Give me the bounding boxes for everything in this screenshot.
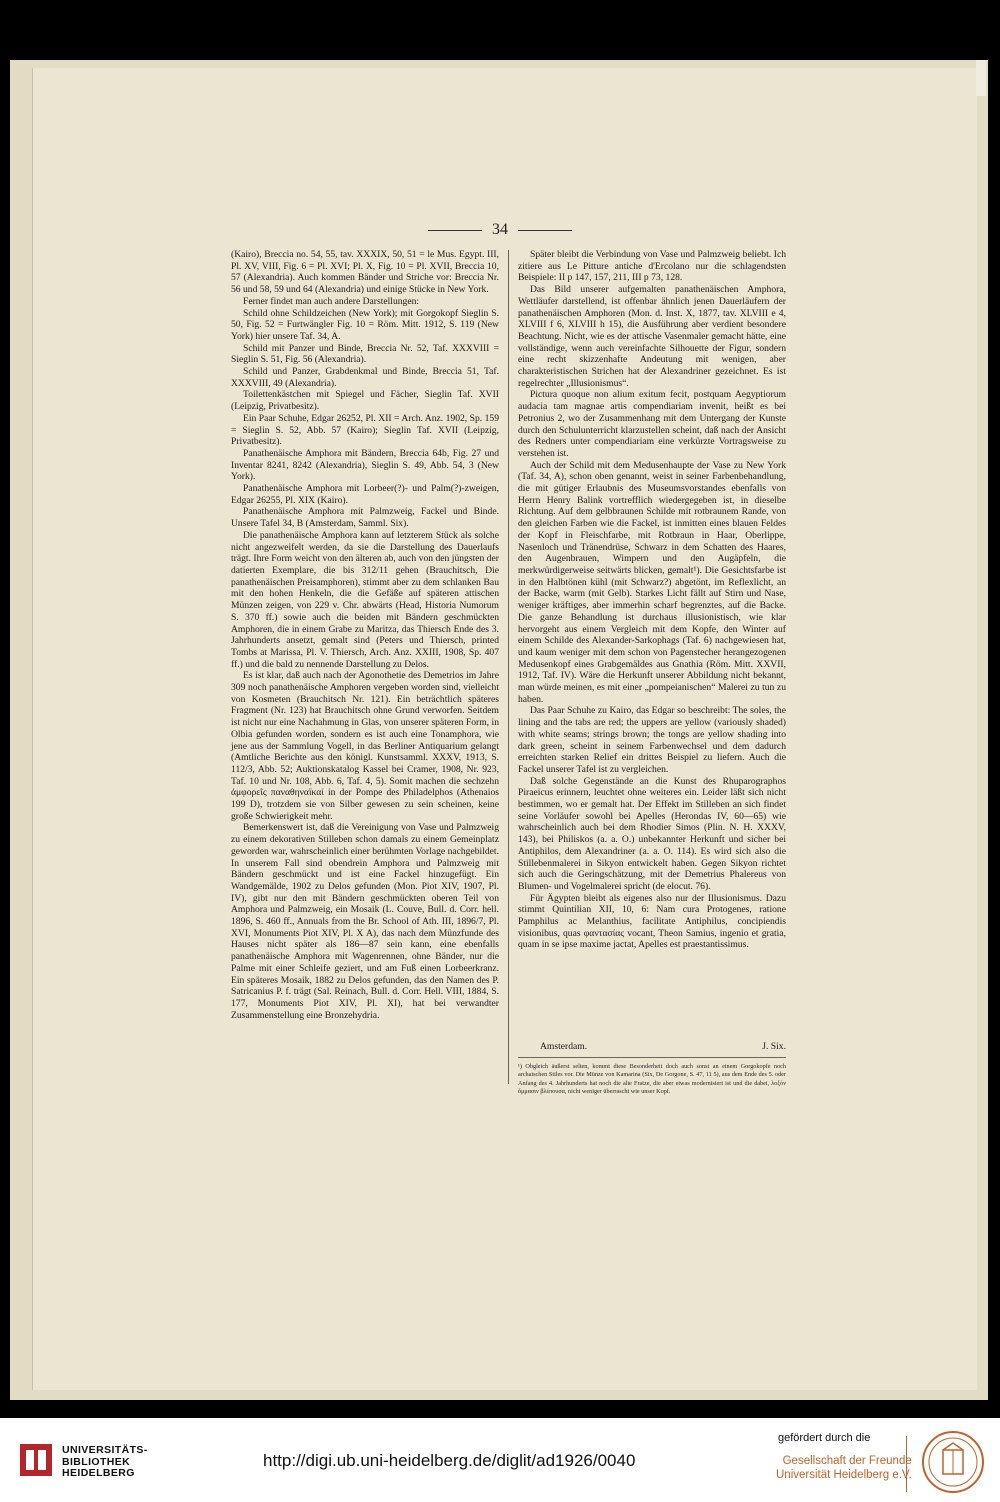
- paragraph: Panathenäische Amphora mit Palmzweig, Fackel und Binde. Unsere Tafel 34, B (Amsterdam, Samml. Six).: [231, 506, 499, 530]
- page-number-rule-left: [428, 230, 482, 231]
- paragraph: Die panathenäische Amphora kann auf letzterem Stück als solche nicht angezweifelt werden, da sie die Darstellung des Dauerlaufs trägt. Ihre Form weicht von den älteren ab, auch von den jüngsten der datierten Exemplare, die bis 312/11 gehen (Brauchitsch, Die panathenäischen Preisamphoren), stimmt aber zu dem schlanken Bau mit den hohen Henkeln, die die Gefäße auf späteren attischen Münzen zeigen, von 229 v. Chr. abwärts (Head, Historia Numorum S. 370 ff.) sowie auch die beiden mit Bändern geschmückten Amphoren, die in einem Grabe zu Maritza, das Thiersch Ende des 3. Jahrhunderts ansetzt, gemalt sind (Peters und Thiersch, printed Tombs at Marissa, Pl. V. Thiersch, Arch. Anz. XXIII, 1908, Sp. 407 ff.) und die bald zu nennende Darstellung zu Delos.: [231, 529, 499, 670]
- footnote-divider: [518, 1057, 786, 1058]
- library-name-line: HEIDELBERG: [62, 1467, 135, 1479]
- paragraph: Panathenäische Amphora mit Bändern, Breccia 64b, Fig. 27 und Inventar 8241, 8242 (Alexandria), Sieglin S. 49, Abb. 54, 3 (New York).: [231, 447, 499, 483]
- paragraph: Daß solche Gegenstände an die Kunst des Rhuparographos Piraeicus erinnern, leuchtet ohne weiteres ein. Leider läßt sich nicht bestimmen, wo er gemalt hat. Der Effekt im Stilleben an sich findet seine Vorläufer sowohl bei Apelles (Herondas IV, 60—65) wie wahrscheinlich auch bei dem Rhodier Simos (Plin. N. H. XXXV, 143), bei Philiskos (a. a. O.) unbekannter Herkunft und sicher bei Antiphilos, dem Alexandriner (a. a. O. 114). Es wird sich also die Stillebenmalerei in Sikyon entwickelt haben. Gegen Sikyon richtet sich auch die Geringschätzung, mit der Demetrius Phalereus von Blumen- und Vogelmalerei spricht (de elocut. 76).: [518, 775, 786, 892]
- library-name-line: UNIVERSITÄTS-: [62, 1444, 148, 1456]
- page-paper: [32, 68, 977, 1390]
- library-name-line: BIBLIOTHEK: [62, 1455, 131, 1468]
- paragraph: Pictura quoque non alium exitum fecit, postquam Aegyptiorum audacia tam magnae artis compendiariam invenit, heißt es bei Petronius 2, wo der Zusammenhang mit dem Untergang der Kunste durch den Schulunterricht klarzustellen scheint, daß nach der Ansicht des Redners unter compendiariam eine verkürzte Vortragsweise zu verstehen ist.: [518, 389, 786, 459]
- library-name[interactable]: [62, 1445, 148, 1480]
- column-divider: [508, 250, 509, 1084]
- sponsor-label: gefördert durch die: [778, 1432, 871, 1444]
- sponsor-divider: [906, 1436, 907, 1492]
- book-page: [10, 60, 988, 1400]
- page-edge-tab: [976, 60, 986, 96]
- sponsor-name-line: Universität Heidelberg e.V.: [776, 1468, 912, 1481]
- paragraph: (Kairo), Breccia no. 54, 55, tav. XXXIX, 50, 51 = le Mus. Egypt. III, Pl. XV, VIII, Fig. 6 = Pl. XVI; Pl. X, Fig. 10 = Pl. XVII, Breccia 10, 57 (Alexandria). Auch kommen Bänder und Striche vor: Breccia Nr. 56 und 58, 59 und 64 (Alexandria) und einige Stücke in New York.: [231, 249, 499, 296]
- paragraph: Ferner findet man auch andere Darstellungen:: [243, 295, 420, 307]
- right-text-column: [518, 249, 786, 951]
- paragraph: Das Paar Schuhe zu Kairo, das Edgar so beschreibt: The soles, the lining and the tabs are red; the uppers are yellow (variously shaded) with white seams; strings brown; the tongs are yellow shading into dark green, scheint in seinem Farbenwechsel und dem dadurch erreichten starken Relief ein drittes Beispiel zu liefern. Auch die Fackel unserer Tafel ist zu vergleichen.: [518, 705, 786, 775]
- paragraph: Panathenäische Amphora mit Lorbeer(?)- und Palm(?)-zweigen, Edgar 26255, Pl. XIX (Kairo).: [231, 483, 499, 506]
- viewer-footer: [0, 1418, 1000, 1502]
- paragraph: Später bleibt die Verbindung von Vase und Palmzweig beliebt. Ich zitiere aus Le Pitture antiche d'Ercolano nur die schlagendsten Beispiele: II p 147, 157, 211, III p 73, 128.: [518, 249, 786, 284]
- library-logo-icon[interactable]: [16, 1440, 56, 1480]
- left-text-column: [231, 249, 499, 1109]
- page-number-rule-right: [518, 230, 572, 231]
- paragraph: Auch der Schild mit dem Medusenhaupte der Vase zu New York (Taf. 34, A), schon oben genannt, weist in seiner Farbenbehandlung, die mit gütiger Erlaubnis des Museumsvorstandes ebenfalls von Herrn Henry Balink vortrefflich wiedergegeben ist, in dieselbe Richtung. Auf dem gelbbraunen Schilde mit rotbraunem Rande, von den gleichen Farben wie die Fackel, ist inmitten eines blauen Feldes der Kopf in Fleischfarbe, mit Rotbraun in Haar, Oberlippe, Nasenloch und Tränendrüse, Schwarz in dem Schatten des Haares, den Augenbrauen, Wimpern und den Augäpfeln, die merkwürdigerweise seitwärts blicken, gemalt¹). Die Gesichtsfarbe ist in den Halbtönen kühl (mit Schwarz?) abgetönt, im Reflexlicht, an der Backe, warm (mit Gelb). Starkes Licht fällt auf Stirn und Nase, weniger kräftiges, aber immerhin scharf begrenztes, auf die Backe. Die ganze Behandlung ist durchaus illusionistisch, wie klar hervorgeht aus einem Vergleich mit dem Kopfe, den Winter auf einem Schilde des Alexander-Sarkophags (Taf. 6) nachgewiesen hat, und kaum weniger mit dem schon von Pagenstecher herangezogenen Medusenkopf eines Grabgemäldes aus Gnathia (Röm. Mitt. XXVII, 1912, Taf. IV). Wäre die Herkunft unserer Abbildung nicht bekannt, man würde meinen, es mit einer „pompeianischen“ Malerei zu tun zu haben.: [518, 459, 786, 705]
- paragraph: Toilettenkästchen mit Spiegel und Fächer, Sieglin Taf. XVII (Leipzig, Privatbesitz).: [231, 389, 499, 413]
- sponsor-name-line: Gesellschaft der Freunde: [782, 1455, 912, 1467]
- page-number-text: 34: [492, 221, 508, 238]
- paragraph: Es ist klar, daß auch nach der Agonothetie des Demetrios im Jahre 309 noch panathenäische Amphoren vergeben worden sind, vielleicht von Kosmeten (Brauchitsch Nr. 121). Ein beträchtlich späteres Fragment (Nr. 123) hat Brauchitsch ohne Grund verworfen. Seitdem ist nicht nur eine Nachahmung in Glas, von unserer späteren Form, in Olbia gefunden worden, sondern es ist auch eine Tonamphora, wie jene aus der Sammlung Vogell, in das Berliner Antiquarium gelangt (Amtliche Berichte aus den königl. Kunstsamml. XXXV, 1913, S. 112/3, Abb. 52; Auktionskatalog Kassel bei Cramer, 1908, Nr. 923, Taf. 10 und Nr. 108, Abb. 6, Taf. 4, 5). Somit machen die sechzehn ἀμφορεῖς παναθηναϊκαί in der Pompe des Philadelphos (Athenaios 199 D), trotzdem sie von Silber gewesen zu sein scheinen, keine große Schwierigkeit mehr.: [231, 670, 499, 822]
- paragraph: Schild und Panzer, Grabdenkmal und Binde, Breccia 51, Taf. XXXVIII, 49 (Alexandria).: [231, 366, 499, 389]
- university-seal-icon[interactable]: [921, 1430, 985, 1494]
- paragraph: Das Bild unserer aufgemalten panathenäischen Amphora, Wettläufer darstellend, ist offenbar ähnlich jenen Dauerläufern der panathenäischen Amphoren (Mon. d. Inst. X, 1877, tav. XLVIII e 4, XLVIII f 6, XLVIII h 15), die Ausführung aber verdient besondere Beachtung. Nicht, wie es der attische Vasenmaler gemacht hätte, eine vollständige, wenn auch vereinfachte Silhouette der Figur, sondern eine recht skizzenhafte Andeutung mit wenigen, aber charakteristischen Strichen hat der Alexandriner gezeichnet. Es ist regelrechter „Illusionismus“.: [518, 284, 786, 389]
- paragraph: Bemerkenswert ist, daß die Vereinigung von Vase und Palmzweig zu einem dekorativen Stilleben schon damals zu einem Gemeinplatz geworden war, wahrscheinlich einer berühmten Vorlage nachgebildet. In unserem Fall sind obendrein Amphora und Palmzweig mit Bändern geschmückt und ist eine Fackel hinzugefügt. Ein Wandgemälde, 1902 zu Delos gefunden (Mon. Piot XIV, 1907, Pl. IV), gibt nur den mit Bändern geschmückten oberen Teil von Amphora und Palmzweig, ein Mosaik (L. Couve, Bull. d. Corr. hell. 1896, S. 460 ff., Annuals from the Br. School of Ath. III, 1896/7, Pl. XVI, Monuments Piot XIV, Pl. X A), das nach dem Münzfunde des Hauses nicht später als 186—87 sein kann, eine ebenfalls panathenäische Amphora mit Wagenrennen, ohne Bänder, nur die Palme mit einer Schleife geziert, und am Fuß einen Lorbeerkranz. Ein späteres Mosaik, 1882 zu Delos gefunden, das den Namen des P. Satricanius P. f. trägt (Sal. Reinach, Bull. d. Corr. Hell. VIII, 1884, S. 177, Monuments Piot XIV, Pl. XI), hat bei verwandter Zusammenstellung eine Bronzehydria.: [231, 822, 499, 1021]
- permalink-url[interactable]: http://digi.ub.uni-heidelberg.de/diglit/ad1926/0040: [263, 1451, 636, 1470]
- paragraph: Schild ohne Schildzeichen (New York); mit Gorgokopf Sieglin S. 50, Fig. 52 = Furtwängler Fig. 10 = Röm. Mitt. 1912, S. 119 (New York) hier unsere Taf. 34, A.: [231, 307, 499, 342]
- signature-name: J. Six.: [762, 1041, 786, 1052]
- footnote: ¹) Obgleich äußerst selten, kommt diese Besonderheit doch auch sonst an einem Gorgokopfe noch archaischen Stiles vor. Die Münze von Kamarina (Six, De Gorgone, S. 47, 11 5), aus dem Ende des 5. oder Anfang des 4. Jahrhunderts hat noch die alte Fratze, die aber etwas modernisiert ist und die dabei, λοξὸν ὄμμασιν βλέπουσα, nicht weniger überrascht wie unser Kopf.: [518, 1063, 786, 1096]
- sponsor-link[interactable]: [776, 1455, 912, 1482]
- paragraph: Schild mit Panzer und Binde, Breccia Nr. 52, Taf. XXXVIII = Sieglin S. 51, Fig. 56 (Alexandria).: [231, 342, 499, 366]
- page-number: [0, 221, 1000, 239]
- paragraph: Ein Paar Schuhe, Edgar 26252, Pl. XII = Arch. Anz. 1902, Sp. 159 = Sieglin S. 52, Abb. 57 (Kairo); Sieglin Taf. XVII (Leipzig, Privatbesitz).: [231, 412, 499, 448]
- paragraph: Für Ägypten bleibt als eigenes also nur der Illusionismus. Dazu stimmt Quintilian XII, 10, 6: Nam cura Protogenes, ratione Pamphilus ac Melanthius, facilitate Antiphilus, concipiendis visionibus, quas φαντασίας vocant, Theon Samius, ingenio et gratia, quam in se ipse maxime jactat, Apelles est praestantissimus.: [518, 892, 786, 951]
- signature-place: Amsterdam.: [540, 1041, 588, 1052]
